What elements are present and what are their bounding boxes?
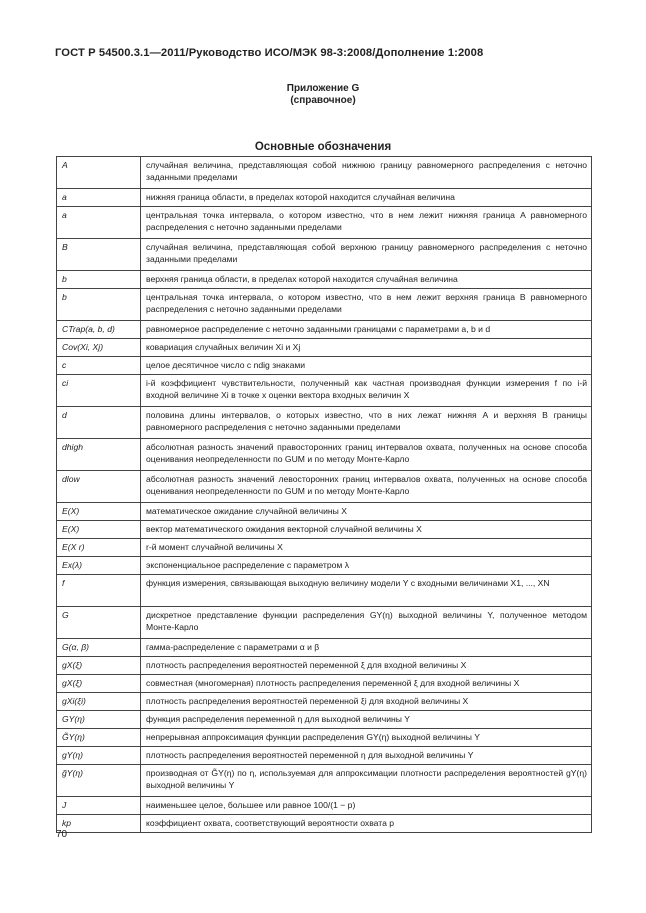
table-row [57, 439, 592, 471]
symbol-cell: Ex(λ) [57, 557, 141, 575]
appendix-subtitle: (справочное) [290, 95, 356, 106]
symbol-cell: CTrap(a, b, d) [57, 321, 141, 339]
table-row [57, 207, 592, 239]
symbol-cell: A [57, 157, 141, 189]
table-row [57, 797, 592, 815]
symbol-cell: d [57, 407, 141, 439]
description-cell: функция распределения переменной η для выходной величины Y [141, 711, 592, 729]
table-row [57, 375, 592, 407]
description-cell: r-й момент случайной величины X [141, 539, 592, 557]
table-row [57, 471, 592, 503]
description-cell: центральная точка интервала, о котором известно, что в нем лежит нижняя граница A равномерного распределения с неточно заданными пределами [141, 207, 592, 239]
symbol-cell: GY(η) [57, 711, 141, 729]
table-row [57, 765, 592, 797]
symbol-cell: J [57, 797, 141, 815]
description-cell: абсолютная разность значений левосторонних границ интервалов охвата, полученных на основе способа оценивания неопределенности по GUM и по методу Монте-Карло [141, 471, 592, 503]
description-cell: центральная точка интервала, о котором известно, что в нем лежит верхняя граница B равномерного распределения с неточно заданными пределами [141, 289, 592, 321]
symbol-cell: Cov(Xi, Xj) [57, 339, 141, 357]
description-cell: совместная (многомерная) плотность распределения переменной ξ для входной величины X [141, 675, 592, 693]
description-cell: функция измерения, связывающая выходную величину модели Y с входными величинами X1, ..., XN [141, 575, 592, 607]
table-row [57, 503, 592, 521]
symbol-cell: dlow [57, 471, 141, 503]
table-row [57, 357, 592, 375]
description-cell: равномерное распределение с неточно заданными границами с параметрами a, b и d [141, 321, 592, 339]
description-cell: целое десятичное число с ndig знаками [141, 357, 592, 375]
table-row [57, 539, 592, 557]
description-cell: плотность распределения вероятностей переменной η для выходной величины Y [141, 747, 592, 765]
page-number: 70 [56, 829, 68, 840]
description-cell: i-й коэффициент чувствительности, полученный как частная производная функции измерения f по i-й входной величине Xi в точке x оценки вектора входных величин X [141, 375, 592, 407]
table-row [57, 289, 592, 321]
description-cell: нижняя граница области, в пределах которой находится случайная величина [141, 189, 592, 207]
symbol-cell: b [57, 289, 141, 321]
symbol-cell: E(X) [57, 503, 141, 521]
table-row [57, 521, 592, 539]
symbol-cell: a [57, 189, 141, 207]
symbol-cell: gX(ξ) [57, 657, 141, 675]
table-row [57, 639, 592, 657]
description-cell: экспоненциальное распределение с параметром λ [141, 557, 592, 575]
symbol-cell: gXi(ξi) [57, 693, 141, 711]
table-row [57, 239, 592, 271]
table-row [57, 675, 592, 693]
description-cell: случайная величина, представляющая собой верхнюю границу равномерного распределения с неточно заданными пределами [141, 239, 592, 271]
symbol-cell: b [57, 271, 141, 289]
description-cell: верхняя граница области, в пределах которой находится случайная величина [141, 271, 592, 289]
description-cell: вектор математического ожидания векторной случайной величины X [141, 521, 592, 539]
description-cell: математическое ожидание случайной величины X [141, 503, 592, 521]
description-cell: наименьшее целое, большее или равное 100/(1 − p) [141, 797, 592, 815]
table-row [57, 157, 592, 189]
table-row [57, 321, 592, 339]
symbols-table [56, 156, 592, 833]
table-row [57, 747, 592, 765]
document-header: ГОСТ Р 54500.3.1—2011/Руководство ИСО/МЭК 98-3:2008/Дополнение 1:2008 [55, 47, 484, 59]
description-cell: дискретное представление функции распределения GY(η) выходной величины Y, полученное методом Монте-Карло [141, 607, 592, 639]
table-row [57, 657, 592, 675]
symbol-cell: gY(η) [57, 747, 141, 765]
description-cell: плотность распределения вероятностей переменной ξ для входной величины X [141, 657, 592, 675]
table-row [57, 407, 592, 439]
description-cell: производная от G̃Y(η) по η, используемая для аппроксимации плотности распределения вероятностей gY(η) выходной величины Y [141, 765, 592, 797]
description-cell: абсолютная разность значений правосторонних границ интервалов охвата, полученных на основе способа оценивания неопределенности по GUM и по методу Монте-Карло [141, 439, 592, 471]
description-cell: непрерывная аппроксимация функции распределения GY(η) выходной величины Y [141, 729, 592, 747]
symbol-cell: E(X) [57, 521, 141, 539]
description-cell: случайная величина, представляющая собой нижнюю границу равномерного распределения с неточно заданными пределами [141, 157, 592, 189]
symbol-cell: g̃Y(η) [57, 765, 141, 797]
symbol-cell: kp [57, 815, 141, 833]
table-row [57, 693, 592, 711]
description-cell: ковариация случайных величин Xi и Xj [141, 339, 592, 357]
table-row [57, 815, 592, 833]
symbol-cell: gX(ξ) [57, 675, 141, 693]
symbol-cell: B [57, 239, 141, 271]
symbol-cell: c [57, 357, 141, 375]
symbol-cell: G̃Y(η) [57, 729, 141, 747]
appendix-title: Приложение G [286, 83, 360, 94]
symbol-cell: dhigh [57, 439, 141, 471]
section-title: Основные обозначения [254, 141, 392, 153]
description-cell: половина длины интервалов, о которых известно, что в них лежат нижняя A и верхняя B границы равномерного распределения с неточно заданными пределами [141, 407, 592, 439]
symbol-cell: G(α, β) [57, 639, 141, 657]
description-cell: гамма-распределение с параметрами α и β [141, 639, 592, 657]
table-row [57, 575, 592, 607]
symbol-cell: f [57, 575, 141, 607]
description-cell: коэффициент охвата, соответствующий вероятности охвата p [141, 815, 592, 833]
table-row [57, 557, 592, 575]
table-row [57, 607, 592, 639]
description-cell: плотность распределения вероятностей переменной ξi для входной величины X [141, 693, 592, 711]
table-row [57, 711, 592, 729]
table-row [57, 729, 592, 747]
symbol-cell: E(X r) [57, 539, 141, 557]
symbol-cell: G [57, 607, 141, 639]
table-row [57, 339, 592, 357]
table-row [57, 271, 592, 289]
appendix-heading [0, 83, 646, 107]
table-row [57, 189, 592, 207]
symbol-cell: ci [57, 375, 141, 407]
symbol-cell: a [57, 207, 141, 239]
